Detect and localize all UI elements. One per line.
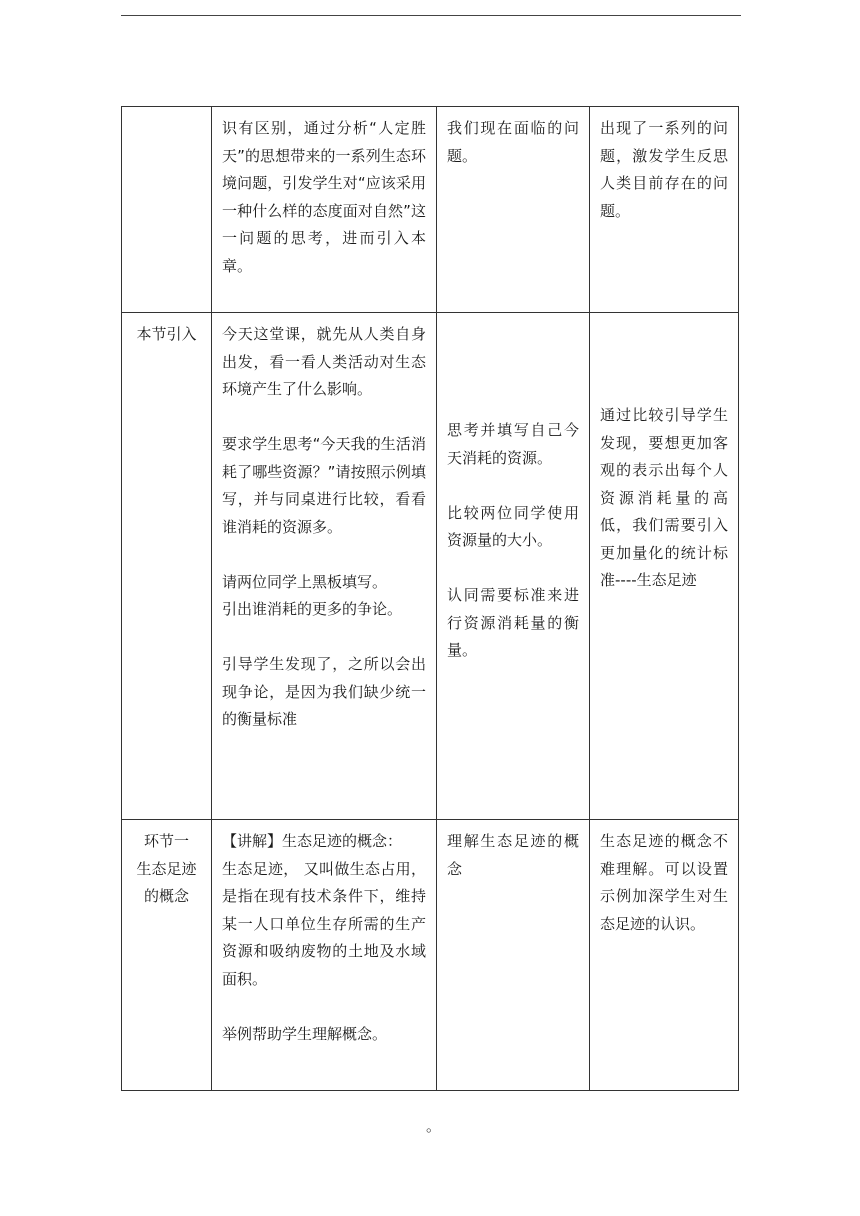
student-activity-cell — [437, 107, 590, 313]
teacher-activity-cell — [212, 820, 437, 1091]
design-intent-text: 通过比较引导学生发现，要想更加客观的表示出每个人资源消耗量的高低，我们需要引入更加量化的统计标准----生态足迹 — [600, 406, 728, 589]
teacher-activity-text: 识有区别，通过分析“人定胜天”的思想带来的一系列生态环境问题，引发学生对“应该采用一种什么样的态度面对自然”这一问题的思考，进而引入本章。 — [222, 119, 426, 275]
design-intent-text: 出现了一系列的问题，激发学生反思人类目前存在的问题。 — [600, 119, 728, 220]
stage-label: 生态足迹 — [136, 859, 197, 878]
student-activity-text: 认同需要标准来进行资源消耗量的衡量。 — [447, 586, 579, 659]
student-activity-text: 比较两位同学使用资源量的大小。 — [447, 503, 579, 549]
teacher-activity-cell — [212, 313, 437, 820]
teacher-activity-text: 引导学生发现了，之所以会出现争论，是因为我们缺少统一的衡量标准 — [222, 655, 426, 728]
teacher-activity-text: 要求学生思考“今天我的生活消耗了哪些资源？”请按照示例填写，并与同桌进行比较，看看谁消耗的资源多。 — [222, 435, 426, 536]
teacher-activity-text: 今天这堂课，就先从人类自身出发，看一看人类活动对生态环境产生了什么影响。 — [222, 325, 426, 398]
student-activity-text: 理解生态足迹的概念 — [447, 832, 579, 878]
teacher-activity-cell — [212, 107, 437, 313]
teacher-activity-text: 举例帮助学生理解概念。 — [222, 1024, 388, 1043]
design-intent-cell — [590, 820, 739, 1091]
teacher-activity-text: 请两位同学上黑板填写。 — [222, 572, 388, 591]
page-header-rule — [121, 15, 741, 16]
page-footer-mark: 。 — [426, 1117, 442, 1135]
design-intent-cell — [590, 313, 739, 820]
student-activity-cell — [437, 820, 590, 1091]
teacher-activity-text: 引出谁消耗的更多的争论。 — [222, 600, 403, 618]
stage-cell — [122, 313, 212, 820]
design-intent-cell — [590, 107, 739, 313]
stage-cell — [122, 107, 212, 313]
stage-label: 本节引入 — [136, 325, 197, 343]
table-row — [122, 107, 739, 313]
stage-cell — [122, 820, 212, 1091]
stage-label: 的概念 — [143, 887, 189, 905]
design-intent-text: 生态足迹的概念不难理解。可以设置示例加深学生对生态足迹的认识。 — [600, 832, 728, 933]
teacher-activity-text: 生态足迹， 又叫做生态占用，是指在现有技术条件下，维持某一人口单位生存所需的生产资源和吸纳废物的土地及水域面积。 — [222, 859, 426, 988]
teacher-activity-text: 【讲解】生态足迹的概念： — [222, 832, 403, 850]
lesson-plan-table — [121, 106, 739, 1091]
student-activity-text: 思考并填写自己今天消耗的资源。 — [447, 421, 579, 467]
student-activity-cell — [437, 313, 590, 820]
stage-label: 环节一 — [143, 832, 189, 850]
student-activity-text: 我们现在面临的问题。 — [447, 119, 579, 165]
table-row — [122, 313, 739, 820]
table-row — [122, 820, 739, 1091]
